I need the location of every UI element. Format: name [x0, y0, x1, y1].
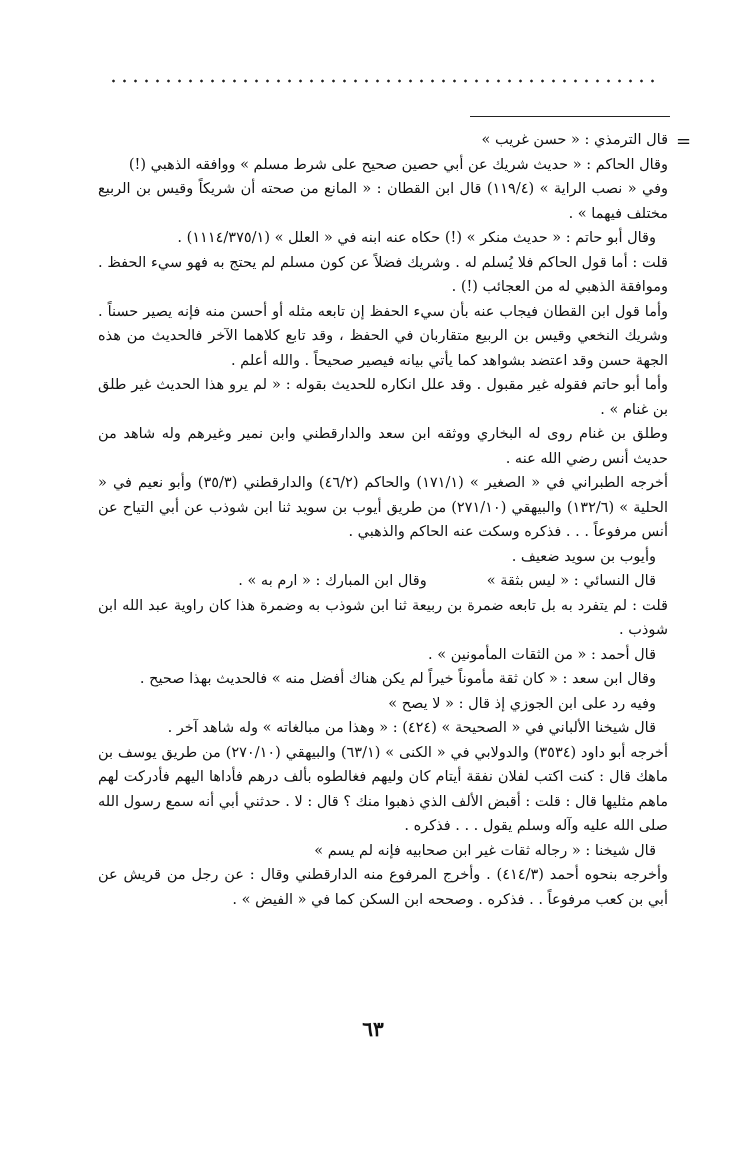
paragraph: وفيه رد على ابن الجوزي إذ قال : « لا يصح »: [388, 695, 656, 712]
paragraph: قلت : لم يتفرد به بل تابعه ضمرة بن ربيعة ثنا ابن شوذب به وضمرة هذا كان راوية عبد الله ابن شوذب .: [98, 597, 668, 638]
footnote-rule: [470, 116, 670, 117]
continuation-marker: =: [676, 131, 692, 152]
paragraph: أخرجه أبو داود (٣٥٣٤) والدولابي في « الكنى » (٦٣/١) والبيهقي (٢٧٠/١٠) من طريق يوسف بن ماهك قال : كنت اكتب لفلان نفقة أيتام كان وليهم فغالطوه بألف درهم فأداها اليهم فأدركت لهم ماهم مثليها قال : قلت : أقبض الألف الذي ذهبوا منك ؟ قال : لا . حدثني أبي أنه سمع رسول الله صلى الله عليه وآله وسلم يقول . . . فذكره .: [98, 744, 668, 834]
paragraph: وفي « نصب الراية » (١١٩/٤) قال ابن القطان : « المانع من صحته أن شريكاً وقيس بن الربيع مختلف فيهما » .: [98, 181, 668, 222]
quote-nasai: قال النسائي : « ليس بثقة »: [486, 573, 656, 589]
page-number: ٦٣: [362, 1017, 384, 1041]
quote-ibn-mubarak: وقال ابن المبارك : « ارم به » .: [238, 573, 427, 589]
paragraph: أخرجه الطبراني في « الصغير » (١٧١/١) والحاكم (٤٦/٢) والدارقطني (٣٥/٣) وأبو نعيم في « الحلية » (١٣٢/٦) والبيهقي (٢٧١/١٠) من طريق أيوب بن سويد ثنا ابن شوذب عن أبي التياح عن أنس مرفوعاً . . . فذكره وسكت عنه الحاكم والذهبي .: [98, 475, 668, 540]
paragraph: وأيوب بن سويد ضعيف .: [511, 548, 656, 565]
dotted-separator: [108, 78, 658, 84]
paragraph: وقال ابن سعد : « كان ثقة مأموناً خيراً لم يكن هناك أفضل منه » فالحديث بهذا صحيح .: [139, 671, 656, 687]
paragraph: وأما أبو حاتم فقوله غير مقبول . وقد علل انكاره للحديث بقوله : « لم يرو هذا الحديث غير طلق بن غنام » .: [98, 377, 668, 418]
paragraph: وقال أبو حاتم : « حديث منكر » (!) حكاه عنه ابنه في « العلل » (١١١٤/٣٧٥/١) .: [177, 230, 656, 246]
paragraph: قلت : أما قول الحاكم فلا يُسلم له . وشريك فضلاً عن كون مسلم لم يحتج به فهو سيء الحفظ . وموافقة الذهبي له من العجائب (!) .: [98, 254, 668, 295]
paragraph: قال شيخنا الألباني في « الصحيحة » (٤٢٤) : « وهذا من مبالغاته » وله شاهد آخر .: [167, 720, 656, 736]
paragraph: وأما قول ابن القطان فيجاب عنه بأن سيء الحفظ إن تابعه مثله أو أحسن منه فإنه يصير حسناً . وشريك النخعي وقيس بن الربيع متقاربان في الحفظ ، وقد تابع كلاهما الآخر فالحديث من هذه الجهة حسن وقد اعتضد بشواهد كما يأتي بيانه فيصير صحيحاً . والله أعلم .: [98, 303, 668, 369]
footnote-text: [98, 128, 668, 912]
paragraph-pair: [98, 569, 668, 594]
paragraph: وقال الحاكم : « حديث شريك عن أبي حصين صحيح على شرط مسلم » ووافقه الذهبي (!): [128, 156, 668, 173]
paragraph: وطلق بن غنام روى له البخاري ووثقه ابن سعد والدارقطني وابن نمير وغيرهم وله شاهد من حديث أنس رضي الله عنه .: [98, 426, 668, 467]
paragraph: قال الترمذي : « حسن غريب »: [481, 132, 668, 148]
paragraph: قال شيخنا : « رجاله ثقات غير ابن صحابيه فإنه لم يسم »: [314, 842, 656, 859]
paragraph: وأخرجه بنحوه أحمد (٤١٤/٣) . وأخرج المرفوع منه الدارقطني وقال : عن رجل من قريش عن أبي بن كعب مرفوعاً . . فذكره . وصححه ابن السكن كما في « الفيض » .: [98, 867, 669, 908]
paragraph: قال أحمد : « من الثقات المأمونين » .: [428, 646, 656, 663]
